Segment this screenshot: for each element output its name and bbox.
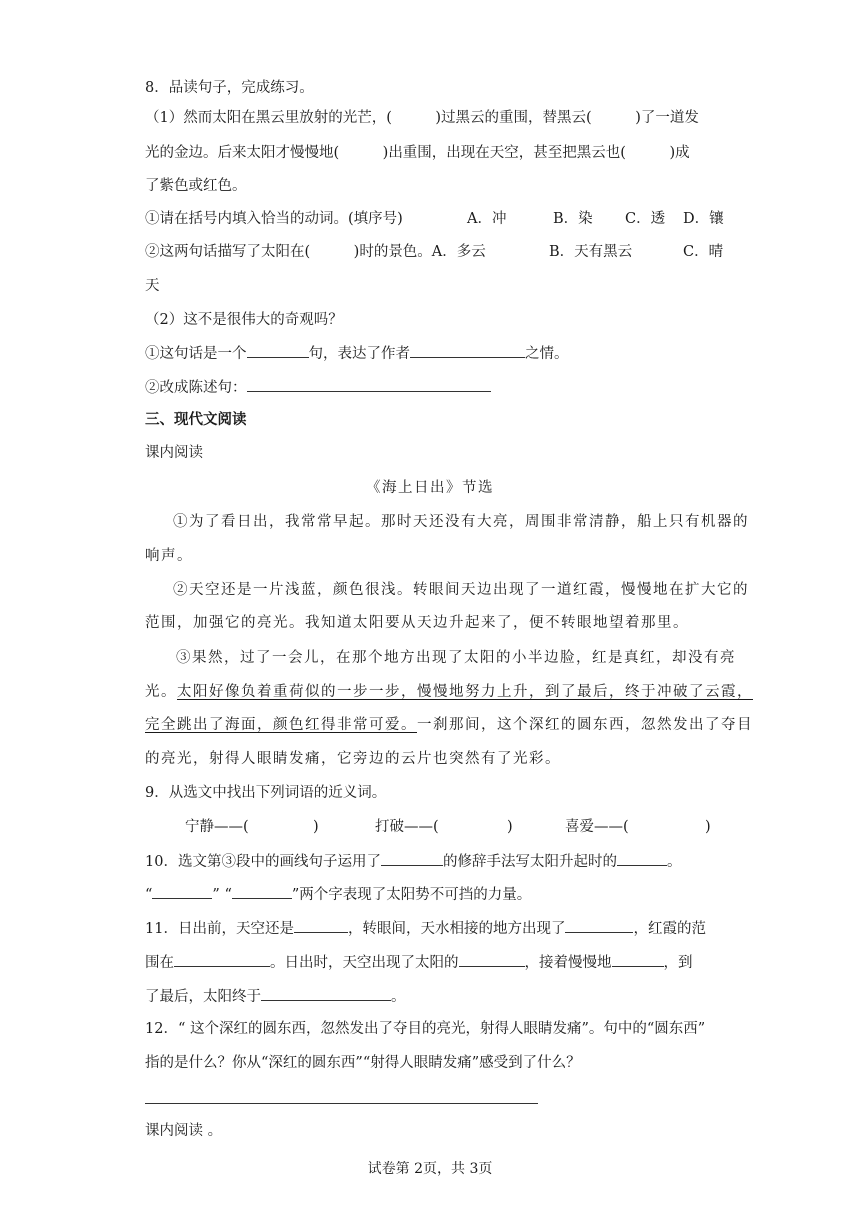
q11-line3 [145, 986, 406, 1007]
q10-quote-open: “ [145, 887, 153, 903]
q8-part2-a-text1: ①这句话是一个 [145, 346, 247, 362]
q12-line2: 指的是什么？你从“深红的圆东西”“射得人眼睛发痛”感受到了什么？ [145, 1055, 581, 1071]
q10-text1: 10．选文第③段中的画线句子运用了 [145, 854, 381, 870]
q8-part1-line3: 了紫色或红色。 [145, 178, 247, 194]
q11-text: 了最后，太阳终于 [145, 989, 261, 1005]
answer-blank[interactable] [381, 851, 443, 866]
q11-text: 。日出时，天空出现了太阳的 [270, 955, 459, 971]
q9-close3: ) [705, 819, 711, 835]
q11-text: ，接着慢慢地 [524, 955, 612, 971]
q10-text4: ”两个字表现了太阳势不可挡的力量。 [291, 887, 532, 903]
q11-text: 11．日出前，天空还是 [145, 921, 294, 937]
q9-word1: 宁静——( [185, 819, 249, 835]
closing-subheading: 课内阅读 。 [145, 1123, 223, 1139]
q8-sub1-prompt: ①请在括号内填入恰当的动词。(填序号) [145, 211, 403, 227]
option-a: A．冲 [467, 211, 507, 227]
passage-para3-line4: 的亮光，射得人眼睛发痛，它旁边的云片也突然有了光彩。 [145, 751, 561, 767]
passage-para3-line2 [145, 682, 753, 702]
answer-blank[interactable] [565, 918, 633, 933]
q8-sub2-prompt: ②这两句话描写了太阳在( )时的景色。A．多云 [145, 244, 486, 260]
q9-title: 9．从选文中找出下列词语的近义词。 [145, 785, 387, 801]
q8-part1-line2: 光的金边。后来太阳才慢慢地( )出重围，出现在天空，甚至把黑云也( )成 [145, 145, 690, 161]
answer-line[interactable] [145, 1103, 538, 1104]
answer-blank[interactable] [294, 918, 348, 933]
passage-text: 一刹那间，这个深红的圆东西，忽然发出了夺目 [417, 717, 753, 733]
q10-line2 [145, 884, 531, 905]
q9-close1: ) [313, 819, 319, 835]
q10-line1 [145, 851, 681, 872]
option-c: C．透 [625, 211, 666, 227]
q10-text3: 。 [666, 854, 682, 870]
q8-sub2-continued: 天 [145, 278, 160, 294]
q8-part2-b-text: ②改成陈述句： [145, 380, 247, 396]
answer-blank[interactable] [410, 343, 525, 358]
underlined-sentence: 完全跳出了海面，颜色红得非常可爱。 [145, 717, 417, 733]
q11-text: ，红霞的范 [633, 921, 706, 937]
answer-blank[interactable] [261, 986, 391, 1001]
q9-word2: 打破——( [375, 819, 439, 835]
answer-blank[interactable] [247, 377, 491, 392]
q8-part1-line1: （1）然而太阳在黑云里放射的光芒，( )过黑云的重围，替黑云( )了一道发 [145, 110, 699, 126]
answer-blank[interactable] [247, 343, 309, 358]
q11-text: ，转眼间，天水相接的地方出现了 [347, 921, 566, 937]
passage-para3-line3 [145, 715, 753, 735]
q8-sub2-option-b: B．天有黑云 [549, 244, 633, 260]
option-b: B．染 [553, 211, 593, 227]
q10-quote-mid: ” “ [212, 887, 232, 903]
passage-para2-line2: 范围，加强它的亮光。我知道太阳要从天边升起来了，便不转眼地望着那里。 [145, 615, 689, 631]
q8-part2-b [145, 377, 491, 398]
passage-para2-line1: ②天空还是一片浅蓝，颜色很浅。转眼间天边出现了一道红霞，慢慢地在扩大它的 [173, 582, 749, 598]
section-heading: 三、现代文阅读 [145, 411, 247, 428]
section-subheading: 课内阅读 [145, 445, 203, 461]
q11-line2 [145, 952, 693, 973]
q9-words [185, 817, 711, 837]
q8-part2-a [145, 343, 569, 364]
page-footer: 试卷第 2页，共 3页 [367, 1161, 493, 1177]
q11-line1 [145, 918, 706, 939]
passage-para1-line2: 响声。 [145, 548, 193, 564]
q11-text: ，到 [663, 955, 693, 971]
q8-sub1 [145, 209, 724, 229]
answer-blank[interactable] [232, 884, 292, 899]
answer-blank[interactable] [174, 952, 270, 967]
q8-sub2 [145, 242, 724, 262]
q8-part2-a-text2: 句，表达了作者 [308, 346, 410, 362]
q9-word3: 喜爱——( [565, 819, 629, 835]
q9-close2: ) [507, 819, 513, 835]
answer-blank[interactable] [612, 952, 664, 967]
underlined-sentence: 太阳好像负着重荷似的一步一步，慢慢地努力上升，到了最后，终于冲破了云霞， [177, 684, 753, 700]
answer-blank[interactable] [459, 952, 525, 967]
q8-part2: （2）这不是很伟大的奇观吗？ [145, 312, 343, 328]
q12-line1: 12．“ 这个深红的圆东西，忽然发出了夺目的亮光，射得人眼睛发痛”。句中的“圆东西” [145, 1021, 706, 1037]
q11-text: 。 [391, 989, 406, 1005]
q8-sub2-option-c: C．晴 [683, 244, 724, 260]
passage-para1-line1: ①为了看日出，我常常早起。那时天还没有大亮，周围非常清静，船上只有机器的 [173, 514, 749, 530]
q8-part2-a-text3: 之情。 [525, 346, 569, 362]
q11-text: 围在 [145, 955, 174, 971]
passage-text: 光。 [145, 684, 177, 700]
answer-blank[interactable] [617, 851, 667, 866]
passage-para3-line1: ③果然，过了一会儿，在那个地方出现了太阳的小半边脸，红是真红，却没有亮 [176, 650, 736, 666]
answer-blank[interactable] [152, 884, 212, 899]
passage-title: 《海上日出》节选 [366, 480, 494, 496]
q10-text2: 的修辞手法写太阳升起时的 [442, 854, 617, 870]
q8-title: 8．品读句子，完成练习。 [145, 80, 314, 96]
option-d: D．镶 [683, 211, 724, 227]
